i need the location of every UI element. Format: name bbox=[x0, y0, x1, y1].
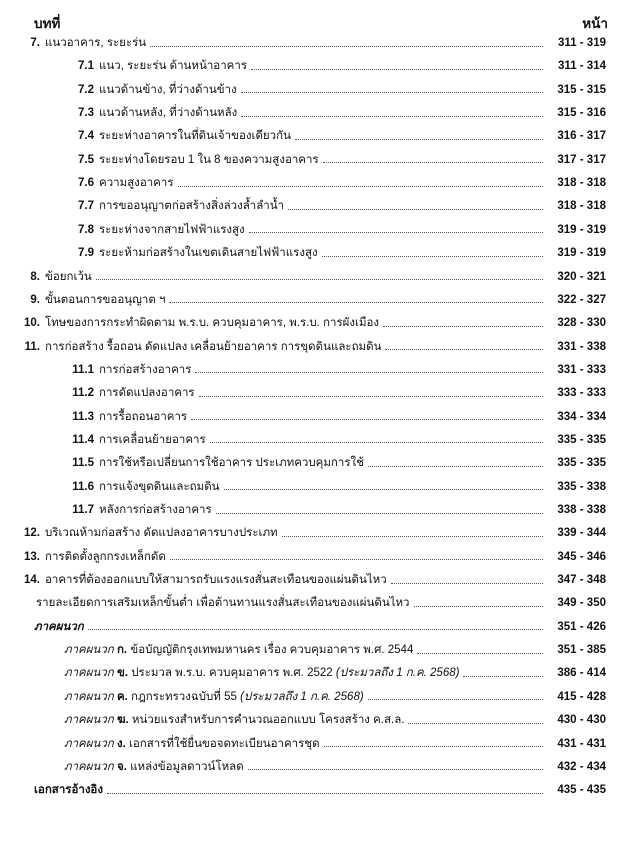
toc-entry-title bbox=[99, 151, 319, 169]
dot-leader bbox=[170, 559, 543, 560]
toc-entry-number: 13. bbox=[24, 550, 40, 563]
toc-entry-note: (ประมวลถึง 1 ก.ค. 2568) bbox=[335, 667, 460, 680]
toc-entry-text: ระยะห่างโดยรอบ 1 ใน 8 ของความสูงอาคาร bbox=[99, 153, 319, 166]
toc-entry[interactable] bbox=[0, 779, 606, 801]
toc-entry-title bbox=[64, 688, 364, 706]
toc-entry-title bbox=[64, 711, 404, 729]
toc-entry-number: 10. bbox=[24, 317, 40, 330]
dot-leader bbox=[282, 536, 543, 537]
toc-entry-pages: 351 - 426 bbox=[557, 620, 606, 633]
appendix-letter: ก. bbox=[116, 644, 128, 657]
toc-entry[interactable] bbox=[0, 616, 606, 638]
toc-entry[interactable] bbox=[0, 733, 606, 755]
toc-entry-title bbox=[99, 361, 191, 379]
toc-entry-title bbox=[45, 524, 278, 542]
dot-leader bbox=[216, 513, 543, 514]
appendix-letter: จ. bbox=[116, 760, 127, 773]
toc-entry[interactable] bbox=[0, 102, 606, 124]
dot-leader bbox=[295, 139, 543, 140]
toc-entry[interactable] bbox=[0, 172, 606, 194]
toc-entry-title bbox=[99, 454, 364, 472]
toc-entry-pages: 431 - 431 bbox=[557, 737, 606, 750]
toc-entry-pages: 328 - 330 bbox=[557, 317, 606, 330]
appendix-letter: ค. bbox=[116, 690, 128, 703]
toc-entry-title bbox=[64, 664, 459, 682]
toc-entry-title bbox=[99, 501, 212, 519]
dot-leader bbox=[288, 209, 543, 210]
toc-entry-note: (ประมวลถึง 1 ก.ค. 2568) bbox=[240, 690, 364, 703]
dot-leader bbox=[368, 466, 543, 467]
toc-entry-text: แนวอาคาร, ระยะร่น bbox=[45, 37, 147, 49]
toc-entry-number: 11.7 bbox=[72, 504, 94, 516]
toc-entry[interactable] bbox=[0, 709, 606, 731]
toc-entry-title bbox=[99, 244, 318, 262]
toc-entry-title bbox=[99, 57, 247, 75]
toc-entry-text: ความสูงอาคาร bbox=[99, 177, 174, 190]
dot-leader bbox=[107, 793, 543, 794]
toc-entry-pages: 311 - 314 bbox=[558, 60, 606, 73]
toc-entry-text: แนวด้านข้าง, ที่ว่างด้านข้าง bbox=[99, 83, 237, 96]
toc-entry[interactable] bbox=[0, 452, 606, 474]
toc-entry[interactable] bbox=[0, 382, 606, 404]
toc-entry[interactable] bbox=[0, 522, 606, 544]
toc-entry[interactable] bbox=[0, 359, 606, 381]
toc-entry[interactable] bbox=[0, 195, 606, 217]
appendix-prefix: ภาคผนวก bbox=[64, 644, 117, 657]
toc-entry-text: กฎกระทรวงฉบับที่ 55 bbox=[131, 690, 237, 703]
dot-leader bbox=[251, 69, 543, 70]
appendix-prefix: ภาคผนวก bbox=[64, 737, 117, 750]
dot-leader bbox=[368, 699, 543, 700]
toc-entry-title bbox=[45, 314, 379, 332]
toc-entry-text: การเคลื่อนย้ายอาคาร bbox=[99, 433, 206, 446]
toc-entry[interactable] bbox=[0, 79, 606, 101]
toc-entry-number: 12. bbox=[24, 527, 40, 540]
dot-leader bbox=[224, 489, 543, 490]
toc-entry-title bbox=[45, 338, 381, 356]
toc-entry-pages: 331 - 333 bbox=[557, 363, 606, 376]
toc-entry-pages: 311 - 319 bbox=[558, 37, 606, 49]
appendix-letter: ฆ. bbox=[116, 714, 129, 727]
toc-entry-text: หน่วยแรงสำหรับการคำนวณออกแบบ โครงสร้าง ค.ส.ล. bbox=[131, 714, 405, 727]
toc-entry-text: ภาคผนวก bbox=[34, 620, 84, 633]
toc-entry-number: 11.3 bbox=[72, 410, 94, 423]
toc-entry-text: โทษของการกระทำผิดตาม พ.ร.บ. ควบคุมอาคาร, พ.ร.บ. การผังเมือง bbox=[45, 317, 380, 330]
appendix-prefix: ภาคผนวก bbox=[64, 714, 117, 727]
toc-entry-title bbox=[99, 408, 187, 426]
toc-entry[interactable] bbox=[0, 32, 606, 54]
toc-entry-title bbox=[45, 571, 387, 589]
toc-entry-text: หลังการก่อสร้างอาคาร bbox=[99, 504, 212, 516]
dot-leader bbox=[463, 676, 543, 677]
dot-leader bbox=[169, 302, 543, 303]
toc-entry[interactable] bbox=[0, 569, 606, 591]
toc-entry[interactable] bbox=[0, 289, 606, 311]
toc-entry-number: 11.4 bbox=[72, 433, 94, 446]
toc-entry-title bbox=[99, 174, 174, 192]
toc-entry-pages: 345 - 346 bbox=[557, 550, 606, 563]
toc-entry-pages: 351 - 385 bbox=[557, 644, 606, 657]
toc-entry[interactable] bbox=[0, 429, 606, 451]
toc-entry-pages: 333 - 333 bbox=[557, 387, 606, 400]
toc-entry-title bbox=[99, 197, 284, 215]
toc-entry[interactable] bbox=[0, 639, 606, 661]
toc-entry-text: บริเวณห้ามก่อสร้าง ดัดแปลงอาคารบางประเภท bbox=[45, 527, 278, 540]
toc-entry-pages: 331 - 338 bbox=[557, 340, 606, 353]
toc-entry-pages: 415 - 428 bbox=[557, 690, 606, 703]
toc-entry-pages: 335 - 335 bbox=[557, 457, 606, 470]
toc-entry-text: ระยะห้ามก่อสร้างในเขตเดินสายไฟฟ้าแรงสูง bbox=[99, 247, 318, 260]
column-header-chapter: บทที่ bbox=[34, 16, 61, 31]
toc-entry-number: 7.9 bbox=[78, 247, 94, 260]
toc-entry-pages: 320 - 321 bbox=[557, 270, 606, 283]
toc-entry[interactable] bbox=[0, 476, 606, 498]
toc-entry-text: ระยะห่างจากสายไฟฟ้าแรงสูง bbox=[99, 223, 245, 236]
dot-leader bbox=[391, 583, 543, 584]
toc-entry-text: การดัดแปลงอาคาร bbox=[99, 387, 195, 400]
toc-entry[interactable] bbox=[0, 406, 606, 428]
toc-entry[interactable] bbox=[0, 312, 606, 334]
toc-entry-title bbox=[99, 431, 206, 449]
dot-leader bbox=[241, 92, 543, 93]
toc-entry-text: การก่อสร้าง รื้อถอน ดัดแปลง เคลื่อนย้ายอาคาร การขุดดินและถมดิน bbox=[45, 340, 382, 353]
appendix-letter: ข. bbox=[116, 667, 129, 680]
toc-entry-pages: 317 - 317 bbox=[557, 153, 606, 166]
appendix-letter: ง. bbox=[116, 737, 126, 750]
toc-entry[interactable] bbox=[0, 242, 606, 264]
toc-entry[interactable] bbox=[0, 686, 606, 708]
toc-entry-title bbox=[36, 594, 410, 612]
toc-entry-number: 8. bbox=[30, 270, 40, 283]
toc-entry-text: ขั้นตอนการขออนุญาต ฯ bbox=[45, 293, 166, 306]
toc-entry-pages: 347 - 348 bbox=[557, 574, 606, 587]
toc-entry-pages: 334 - 334 bbox=[557, 410, 606, 423]
toc-entry-title bbox=[34, 781, 103, 799]
toc-entry[interactable] bbox=[0, 756, 606, 778]
toc-entry[interactable] bbox=[0, 592, 606, 614]
toc-entry-pages: 318 - 318 bbox=[557, 177, 606, 190]
toc-entry-number: 7.1 bbox=[78, 60, 94, 73]
toc-entry-pages: 386 - 414 bbox=[557, 667, 606, 680]
toc-entry-title bbox=[45, 34, 146, 52]
toc-entry-text: แนว, ระยะร่น ด้านหน้าอาคาร bbox=[99, 60, 248, 73]
toc-entry-pages: 316 - 317 bbox=[557, 130, 606, 143]
toc-entry-number: 11.1 bbox=[72, 363, 94, 376]
appendix-prefix: ภาคผนวก bbox=[64, 667, 117, 680]
dot-leader bbox=[195, 372, 543, 373]
toc-entry-text: ประมวล พ.ร.บ. ควบคุมอาคาร พ.ศ. 2522 bbox=[131, 667, 333, 680]
toc-entry-number: 11.5 bbox=[72, 457, 94, 470]
toc-entry-number: 7.6 bbox=[78, 177, 94, 190]
dot-leader bbox=[417, 653, 543, 654]
toc-entry[interactable] bbox=[0, 219, 606, 241]
toc-entry-pages: 432 - 434 bbox=[557, 760, 606, 773]
toc-entry-title bbox=[99, 478, 220, 496]
toc-entry-pages: 318 - 318 bbox=[557, 200, 606, 213]
toc-entry-text: การรื้อถอนอาคาร bbox=[99, 410, 188, 423]
toc-entry-number: 7.4 bbox=[78, 130, 94, 143]
toc-entry-text: ระยะห่างอาคารในที่ดินเจ้าของเดียวกัน bbox=[99, 130, 291, 143]
column-header-page: หน้า bbox=[582, 16, 608, 31]
toc-entry-number: 7.7 bbox=[78, 200, 94, 213]
toc-entry-title bbox=[99, 221, 245, 239]
toc-entry-text: การใช้หรือเปลี่ยนการใช้อาคาร ประเภทควบคุมการใช้ bbox=[99, 457, 364, 470]
toc-entry[interactable] bbox=[0, 662, 606, 684]
dot-leader bbox=[414, 606, 543, 607]
toc-entry-pages: 430 - 430 bbox=[557, 714, 606, 727]
toc-entry-text: การติดตั้งลูกกรงเหล็กดัด bbox=[45, 550, 166, 563]
dot-leader bbox=[88, 629, 543, 630]
toc-entry-pages: 322 - 327 bbox=[557, 293, 606, 306]
toc-entry-text: เอกสารอ้างอิง bbox=[34, 784, 103, 797]
dot-leader bbox=[408, 723, 543, 724]
toc-entry-title bbox=[64, 735, 320, 753]
dot-leader bbox=[248, 769, 543, 770]
dot-leader bbox=[241, 116, 543, 117]
toc-entry-text: เอกสารที่ใช้ยื่นขอจดทะเบียนอาคารชุด bbox=[128, 737, 320, 750]
dot-leader bbox=[383, 326, 543, 327]
toc-entry[interactable] bbox=[0, 546, 606, 568]
toc-entry-pages: 335 - 338 bbox=[557, 480, 606, 493]
toc-entry-title bbox=[99, 81, 237, 99]
toc-entry-number: 11.2 bbox=[72, 387, 94, 400]
toc-entry-text: อาคารที่ต้องออกแบบให้สามารถรับแรงแรงสั่นสะเทือนของแผ่นดินไหว bbox=[45, 574, 387, 587]
toc-entry-number: 14. bbox=[24, 574, 40, 587]
toc-entry-text: ข้อยกเว้น bbox=[45, 270, 92, 283]
dot-leader bbox=[323, 162, 543, 163]
toc-entry[interactable] bbox=[0, 55, 606, 77]
toc-entry-text: การแจ้งขุดดินและถมดิน bbox=[99, 480, 220, 493]
dot-leader bbox=[385, 349, 543, 350]
toc-entry-text: การก่อสร้างอาคาร bbox=[99, 363, 192, 376]
toc-entry-title bbox=[45, 291, 165, 309]
toc-entry-text: ข้อบัญญัติกรุงเทพมหานคร เรื่อง ควบคุมอาคาร พ.ศ. 2544 bbox=[130, 644, 414, 657]
dot-leader bbox=[150, 46, 543, 47]
toc-entry-pages: 315 - 315 bbox=[557, 83, 606, 96]
toc-entry-pages: 339 - 344 bbox=[557, 527, 606, 540]
toc-entry-title bbox=[64, 758, 244, 776]
dot-leader bbox=[324, 746, 543, 747]
toc-entry-text: แนวด้านหลัง, ที่ว่างด้านหลัง bbox=[99, 107, 238, 120]
dot-leader bbox=[249, 232, 543, 233]
toc-entry-number: 7.3 bbox=[78, 107, 94, 120]
toc-entry[interactable] bbox=[0, 336, 606, 358]
dot-leader bbox=[199, 396, 543, 397]
toc-entry-pages: 315 - 316 bbox=[557, 107, 606, 120]
appendix-prefix: ภาคผนวก bbox=[64, 690, 117, 703]
toc-entry-title bbox=[64, 641, 413, 659]
toc-entry-number: 7.5 bbox=[78, 153, 94, 166]
toc-entry-pages: 435 - 435 bbox=[557, 784, 606, 797]
toc-entry-number: 7. bbox=[30, 37, 40, 49]
toc-entry[interactable] bbox=[0, 499, 606, 521]
toc-entry-number: 11.6 bbox=[72, 480, 94, 493]
toc-entry-title bbox=[99, 384, 195, 402]
toc-entry-title bbox=[99, 127, 291, 145]
toc-entry[interactable] bbox=[0, 125, 606, 147]
toc-entry-text: แหล่งข้อมูลดาวน์โหลด bbox=[130, 760, 244, 773]
toc-entry-number: 7.8 bbox=[78, 223, 94, 236]
toc-entry-text: การขออนุญาตก่อสร้างสิ่งล่วงล้ำลำน้ำ bbox=[99, 200, 285, 213]
toc-entry-pages: 319 - 319 bbox=[557, 223, 606, 236]
toc-entry[interactable] bbox=[0, 266, 606, 288]
toc-entry-pages: 335 - 335 bbox=[557, 433, 606, 446]
toc-entry-number: 11. bbox=[24, 340, 40, 353]
dot-leader bbox=[191, 419, 543, 420]
toc-entry-title bbox=[45, 268, 92, 286]
toc-entry-number: 7.2 bbox=[78, 83, 94, 96]
toc-entry-title bbox=[45, 548, 166, 566]
dot-leader bbox=[96, 279, 543, 280]
dot-leader bbox=[322, 256, 543, 257]
toc-entry-pages: 319 - 319 bbox=[557, 247, 606, 260]
toc-entry-title bbox=[34, 618, 84, 636]
toc-entry-pages: 349 - 350 bbox=[557, 597, 606, 610]
toc-entry-number: 9. bbox=[30, 293, 40, 306]
dot-leader bbox=[178, 186, 543, 187]
toc-entry-title bbox=[99, 104, 237, 122]
dot-leader bbox=[210, 442, 543, 443]
toc-entry[interactable] bbox=[0, 149, 606, 171]
appendix-prefix: ภาคผนวก bbox=[64, 760, 117, 773]
toc-entry-text: รายละเอียดการเสริมเหล็กขั้นต่ำ เพื่อต้านทานแรงสั่นสะเทือนของแผ่นดินไหว bbox=[36, 597, 410, 610]
toc-entry-pages: 338 - 338 bbox=[557, 504, 606, 516]
